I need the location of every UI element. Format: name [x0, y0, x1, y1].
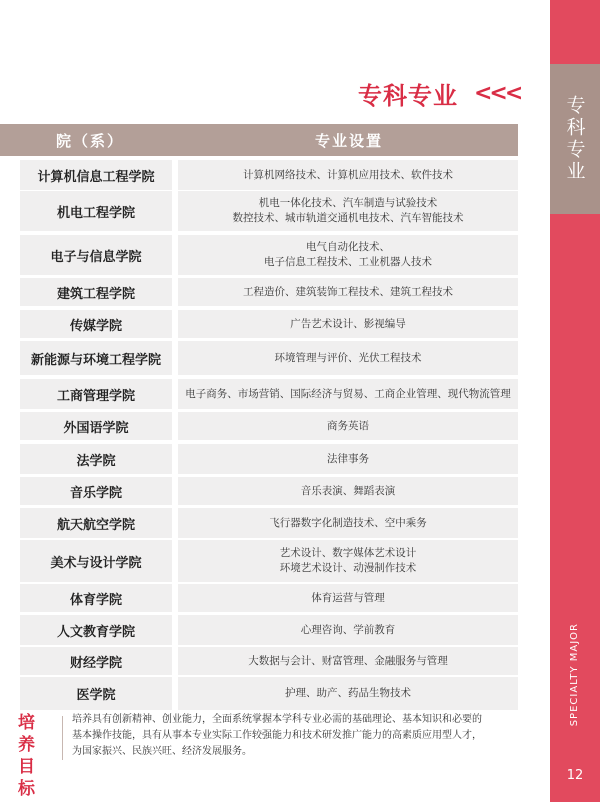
- side-tab-label: 专科专业: [563, 95, 586, 183]
- dept-cell: 电子与信息学院: [20, 235, 172, 275]
- table-row: [20, 444, 518, 474]
- dept-cell: 工商管理学院: [20, 379, 172, 409]
- major-line: 艺术设计、数字媒体艺术设计: [279, 547, 417, 559]
- major-cell: [178, 235, 518, 275]
- major-line: 环境管理与评价、光伏工程技术: [274, 351, 422, 364]
- table-row: [20, 615, 518, 645]
- table-row: [20, 677, 518, 710]
- major-line: 广告艺术设计、影视编导: [290, 317, 406, 330]
- page-title: [358, 76, 520, 110]
- side-english-label-box: [564, 600, 584, 750]
- dept-cell: 法学院: [20, 444, 172, 474]
- dept-cell: 人文教育学院: [20, 615, 172, 645]
- major-line: 大数据与会计、财富管理、金融服务与管理: [248, 654, 448, 667]
- major-cell: [178, 615, 518, 645]
- table-row: [20, 191, 518, 231]
- dept-cell: 美术与设计学院: [20, 540, 172, 582]
- table-row: [20, 341, 518, 375]
- goal-text: [72, 712, 522, 760]
- major-line: 计算机网络技术、计算机应用技术、软件技术: [243, 168, 453, 181]
- dept-cell: 财经学院: [20, 647, 172, 675]
- header-major: 专业设置: [314, 131, 383, 150]
- table-row: [20, 508, 518, 538]
- major-cell: [178, 647, 518, 675]
- table-header: [0, 124, 518, 156]
- title-arrows-icon: <<<: [474, 80, 521, 106]
- side-tab: [550, 64, 600, 214]
- major-cell: [178, 540, 518, 582]
- table-row: [20, 584, 518, 612]
- goal-label-line2: 目标: [18, 757, 39, 799]
- table-row: [20, 647, 518, 675]
- major-cell: [178, 584, 518, 612]
- major-cell: [178, 160, 518, 190]
- major-line: 商务英语: [327, 419, 369, 432]
- major-cell: [178, 310, 518, 338]
- goal-text-line: 培养具有创新精神、创业能力，全面系统掌握本学科专业必需的基础理论、基本知识和必要的: [72, 714, 482, 725]
- major-line: 法律事务: [327, 452, 369, 465]
- dept-cell: 体育学院: [20, 584, 172, 612]
- major-line: 飞行器数字化制造技术、空中乘务: [269, 516, 427, 529]
- major-cell: [178, 379, 518, 409]
- goal-text-line: 基本操作技能，具有从事本专业实际工作较强能力和技术研发推广能力的高素质应用型人才，: [72, 730, 482, 741]
- table-row: [20, 379, 518, 409]
- dept-cell: 机电工程学院: [20, 191, 172, 231]
- major-cell: [178, 477, 518, 505]
- major-cell: [178, 444, 518, 474]
- dept-cell: 新能源与环境工程学院: [20, 341, 172, 375]
- major-cell: [178, 508, 518, 538]
- major-cell: [178, 191, 518, 231]
- goal-label-line1: 培养: [18, 713, 39, 755]
- dept-cell: 传媒学院: [20, 310, 172, 338]
- dept-cell: 航天航空学院: [20, 508, 172, 538]
- major-line: 电子商务、市场营销、国际经济与贸易、工商企业管理、现代物流管理: [185, 387, 511, 400]
- major-line: 电子信息工程技术、工业机器人技术: [264, 256, 432, 268]
- major-line: 数控技术、城市轨道交通机电技术、汽车智能技术: [232, 212, 464, 224]
- major-cell: [178, 412, 518, 440]
- header-dept: 院（系）: [55, 131, 124, 150]
- dept-cell: 计算机信息工程学院: [20, 160, 172, 190]
- page-number: 12: [566, 768, 584, 783]
- table-row: [20, 278, 518, 306]
- dept-cell: 医学院: [20, 677, 172, 710]
- table-row: [20, 412, 518, 440]
- table-row: [20, 235, 518, 275]
- dept-cell: 音乐学院: [20, 477, 172, 505]
- major-cell: [178, 278, 518, 306]
- page-title-text: 专科专业: [358, 81, 458, 110]
- major-line: 环境艺术设计、动漫制作技术: [279, 562, 417, 574]
- major-line: 心理咨询、学前教育: [300, 623, 396, 636]
- dept-cell: 外国语学院: [20, 412, 172, 440]
- goal-divider: [62, 716, 63, 760]
- goal-text-line: 为国家振兴、民族兴旺、经济发展服务。: [72, 746, 252, 757]
- major-line: 工程造价、建筑装饰工程技术、建筑工程技术: [243, 285, 453, 298]
- major-line: 护理、助产、药品生物技术: [285, 687, 411, 699]
- table-row: [20, 477, 518, 505]
- major-line: 音乐表演、舞蹈表演: [300, 484, 396, 497]
- side-english-label: SPECIALTY MAJOR: [568, 623, 580, 727]
- dept-cell: 建筑工程学院: [20, 278, 172, 306]
- major-line: 电气自动化技术、: [306, 241, 390, 253]
- major-line: 机电一体化技术、汽车制造与试验技术: [258, 197, 438, 209]
- goal-label: [18, 712, 58, 800]
- major-cell: [178, 677, 518, 710]
- table-row: [20, 160, 518, 190]
- table-row: [20, 310, 518, 338]
- major-cell: [178, 341, 518, 375]
- major-line: 体育运营与管理: [311, 591, 385, 604]
- table-row: [20, 540, 518, 582]
